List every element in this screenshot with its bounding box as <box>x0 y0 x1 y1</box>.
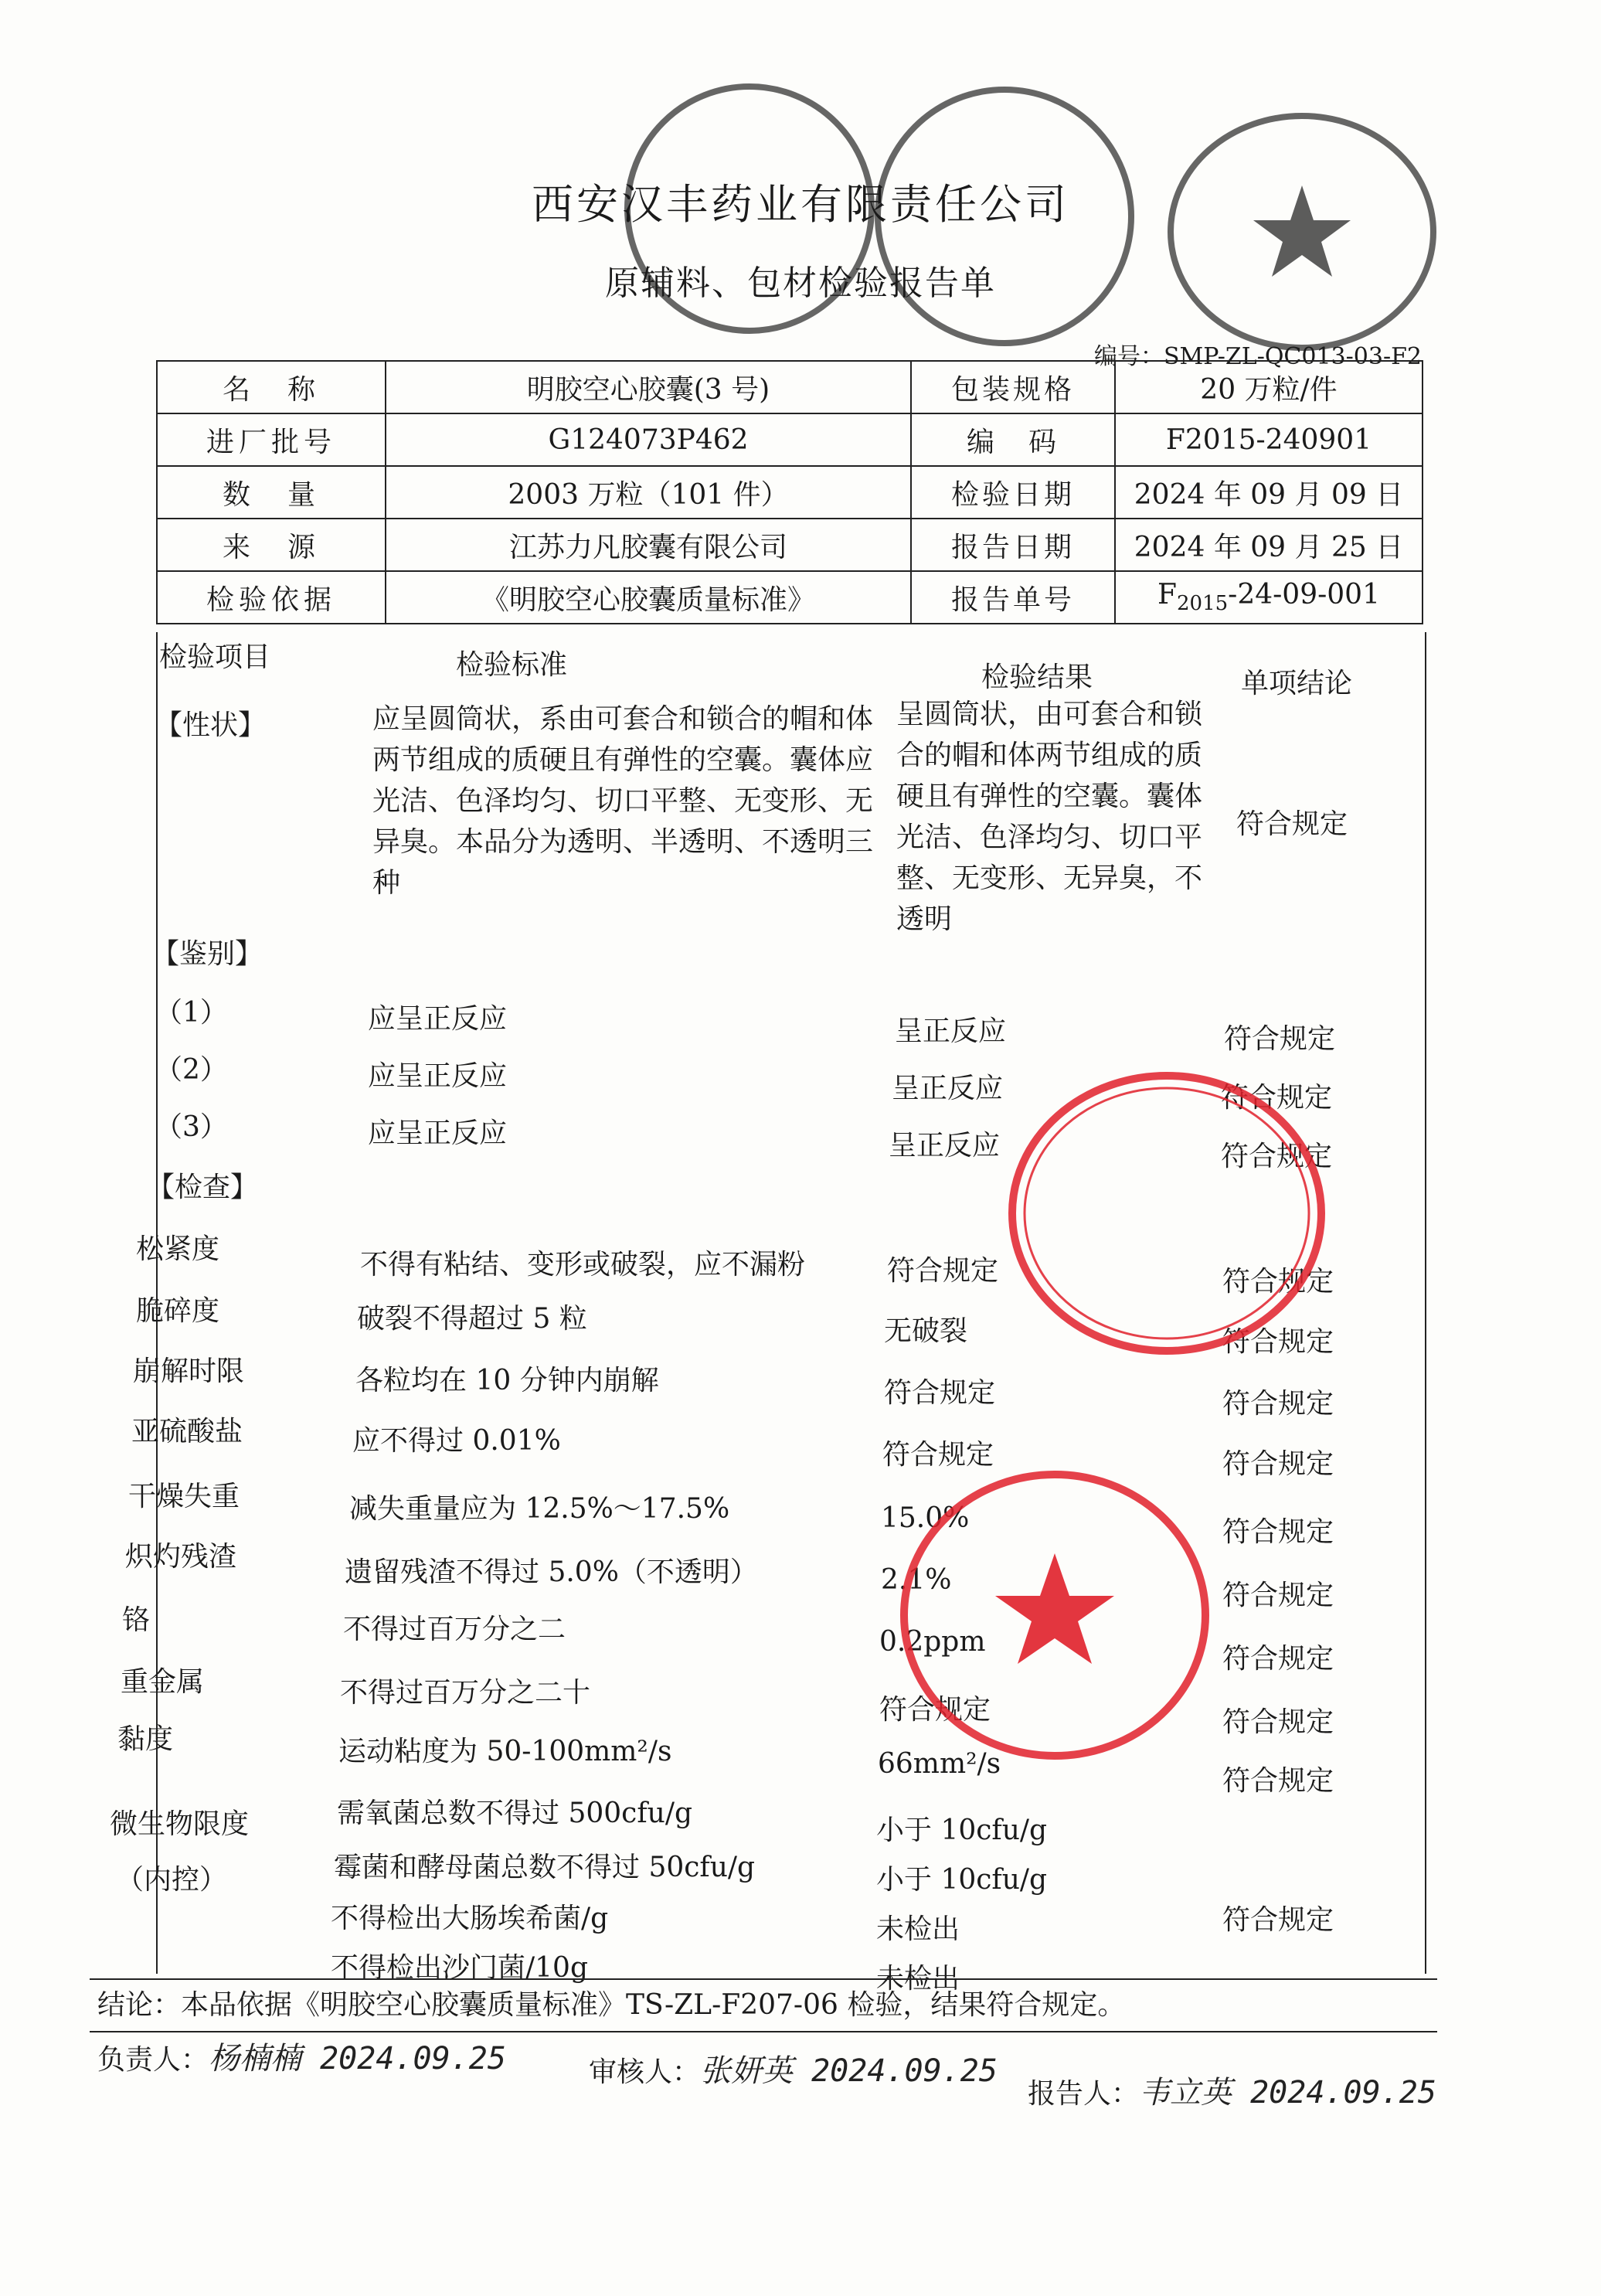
insp-8-conclusion: 符合规定 <box>1222 1706 1334 1738</box>
ident-1-result: 呈正反应 <box>895 1015 1007 1047</box>
reporter-name: 韦立英 2024.09.25 <box>1139 2075 1436 2111</box>
responsible-label: 负责人： <box>97 2044 209 2076</box>
responsible-name: 杨楠楠 2024.09.25 <box>209 2041 506 2077</box>
col-conclusion: 单项结论 <box>1241 668 1353 699</box>
insp-2-standard: 破裂不得超过 5 粒 <box>357 1303 587 1335</box>
micro-3-standard: 不得检出大肠埃希菌/g <box>331 1903 609 1934</box>
ident-1-item: （1） <box>155 997 228 1029</box>
micro-1-standard: 需氧菌总数不得过 500cfu/g <box>337 1798 693 1829</box>
inspection-seal-3 <box>1159 100 1445 363</box>
ident-2-result: 呈正反应 <box>892 1073 1004 1104</box>
insp-5-standard: 减失重量应为 12.5%～17.5% <box>349 1493 730 1525</box>
insp-5-result: 15.0% <box>881 1502 970 1534</box>
reporter-signature <box>1028 2068 1436 2112</box>
report-date-value: 2024 年 09 月 25 日 <box>1115 519 1423 571</box>
company-title: 西安汉丰药业有限责任公司 <box>532 180 1069 229</box>
insp-1-conclusion: 符合规定 <box>1222 1266 1334 1298</box>
micro-1-result: 小于 10cfu/g <box>876 1815 1048 1846</box>
insp-4-result: 符合规定 <box>882 1439 994 1471</box>
insp-3-result: 符合规定 <box>884 1377 996 1409</box>
source-value: 江苏力凡胶囊有限公司 <box>386 519 911 571</box>
batch-label: 进厂批号 <box>157 413 386 466</box>
ident-1-conclusion: 符合规定 <box>1224 1023 1336 1055</box>
insp-9-conclusion: 符合规定 <box>1222 1765 1334 1797</box>
insp-9-standard: 运动粘度为 50-100mm²/s <box>338 1736 672 1767</box>
insp-3-standard: 各粒均在 10 分钟内崩解 <box>355 1365 659 1396</box>
qty-value: 2003 万粒（101 件） <box>386 466 911 519</box>
ident-3-standard: 应呈正反应 <box>368 1117 508 1149</box>
insp-6-standard: 遗留残渣不得过 5.0%（不透明） <box>345 1556 758 1588</box>
report-subtitle: 原辅料、包材检验报告单 <box>605 264 996 303</box>
microbial-label-1: 微生物限度 <box>110 1808 250 1840</box>
responsible-signature <box>97 2034 506 2078</box>
name-value: 明胶空心胶囊(3 号) <box>386 361 911 413</box>
basis-label: 检验依据 <box>157 571 386 624</box>
report-no-value: $F_{2015}-24-09-001$ <box>1115 571 1423 624</box>
insp-4-item: 亚硫酸盐 <box>131 1416 243 1447</box>
micro-4-result: 未检出 <box>876 1963 960 1995</box>
conclusion-line: 结论：本品依据《明胶空心胶囊质量标准》TS-ZL-F207-06 检验，结果符合规定。 <box>90 1978 1437 2032</box>
insp-7-conclusion: 符合规定 <box>1222 1643 1334 1675</box>
batch-value: G124073P462 <box>386 413 911 466</box>
header-table <box>156 360 1423 624</box>
micro-4-standard: 不得检出沙门菌/10g <box>331 1952 588 1984</box>
col-result: 检验结果 <box>981 662 1093 693</box>
reviewer-signature <box>589 2046 998 2090</box>
insp-7-item: 铬 <box>122 1604 151 1636</box>
micro-3-result: 未检出 <box>876 1913 960 1945</box>
ident-2-standard: 应呈正反应 <box>368 1060 508 1092</box>
ident-3-conclusion: 符合规定 <box>1221 1141 1333 1172</box>
microbial-label-2: （内控） <box>116 1864 228 1896</box>
insp-8-standard: 不得过百万分之二十 <box>340 1677 591 1709</box>
insp-2-item: 脆碎度 <box>136 1295 220 1327</box>
col-standard: 检验标准 <box>456 649 568 681</box>
character-label: 【性状】 <box>155 709 267 741</box>
basis-value: 《明胶空心胶囊质量标准》 <box>386 571 911 624</box>
reporter-label: 报告人： <box>1028 2078 1140 2110</box>
pack-value: 20 万粒/件 <box>1115 361 1423 413</box>
microbial-conclusion: 符合规定 <box>1222 1904 1334 1936</box>
insp-4-standard: 应不得过 0.01% <box>352 1425 561 1457</box>
inspection-label: 【检查】 <box>147 1172 259 1203</box>
code-label: 编 码 <box>911 413 1115 466</box>
reviewer-label: 审核人： <box>589 2056 701 2088</box>
ident-3-item: （3） <box>155 1111 228 1143</box>
ident-1-standard: 应呈正反应 <box>368 1003 508 1035</box>
test-date-value: 2024 年 09 月 09 日 <box>1115 466 1423 519</box>
insp-6-item: 炽灼残渣 <box>125 1541 237 1573</box>
ident-2-item: （2） <box>155 1054 228 1086</box>
insp-1-item: 松紧度 <box>136 1233 220 1265</box>
ident-3-result: 呈正反应 <box>889 1130 1001 1162</box>
insp-3-item: 崩解时限 <box>133 1355 245 1387</box>
test-date-label: 检验日期 <box>911 466 1115 519</box>
name-label: 名 称 <box>157 361 386 413</box>
insp-8-result: 符合规定 <box>879 1694 991 1726</box>
insp-5-conclusion: 符合规定 <box>1222 1516 1334 1548</box>
character-standard: 应呈圆筒状，系由可套合和锁合的帽和体两节组成的质硬且有弹性的空囊。囊体应光洁、色泽均匀、切口平整、无变形、无异臭。本品分为透明、半透明、不透明三种 <box>372 703 874 899</box>
qty-label: 数 量 <box>157 466 386 519</box>
source-label: 来 源 <box>157 519 386 571</box>
quality-seal-red-1 <box>997 1059 1337 1368</box>
insp-1-result: 符合规定 <box>887 1255 999 1287</box>
insp-1-standard: 不得有粘结、变形或破裂，应不漏粉 <box>360 1249 806 1281</box>
ident-2-conclusion: 符合规定 <box>1221 1082 1333 1114</box>
reviewer-name: 张妍英 2024.09.25 <box>700 2053 998 2089</box>
insp-8-item: 重金属 <box>121 1666 205 1698</box>
insp-7-result: 0.2ppm <box>879 1626 986 1658</box>
micro-2-standard: 霉菌和酵母菌总数不得过 50cfu/g <box>334 1852 756 1883</box>
report-no-label: 报告单号 <box>911 571 1115 624</box>
insp-4-conclusion: 符合规定 <box>1222 1448 1334 1480</box>
insp-6-result: 2.1% <box>881 1564 952 1596</box>
insp-5-item: 干燥失重 <box>128 1481 240 1512</box>
col-item: 检验项目 <box>159 641 271 673</box>
insp-7-standard: 不得过百万分之二 <box>343 1614 566 1645</box>
quality-seal-red-2 <box>889 1461 1221 1770</box>
identification-label: 【鉴别】 <box>151 938 263 970</box>
insp-2-conclusion: 符合规定 <box>1222 1326 1334 1358</box>
character-conclusion: 符合规定 <box>1236 808 1348 840</box>
pack-label: 包装规格 <box>911 361 1115 413</box>
document-number: 编号：SMP-ZL-QC013-03-F2 <box>1093 343 1422 370</box>
insp-9-result: 66mm²/s <box>878 1748 1001 1780</box>
insp-9-item: 黏度 <box>117 1723 174 1755</box>
insp-3-conclusion: 符合规定 <box>1222 1388 1334 1420</box>
report-date-label: 报告日期 <box>911 519 1115 571</box>
insp-6-conclusion: 符合规定 <box>1222 1580 1334 1611</box>
micro-2-result: 小于 10cfu/g <box>876 1864 1048 1896</box>
character-result: 呈圆筒状，由可套合和锁合的帽和体两节组成的质硬且有弹性的空囊。囊体光洁、色泽均匀、切口平整、无变形、无异臭，不透明 <box>896 699 1203 935</box>
insp-2-result: 无破裂 <box>884 1315 968 1347</box>
code-value: F2015-240901 <box>1115 413 1423 466</box>
